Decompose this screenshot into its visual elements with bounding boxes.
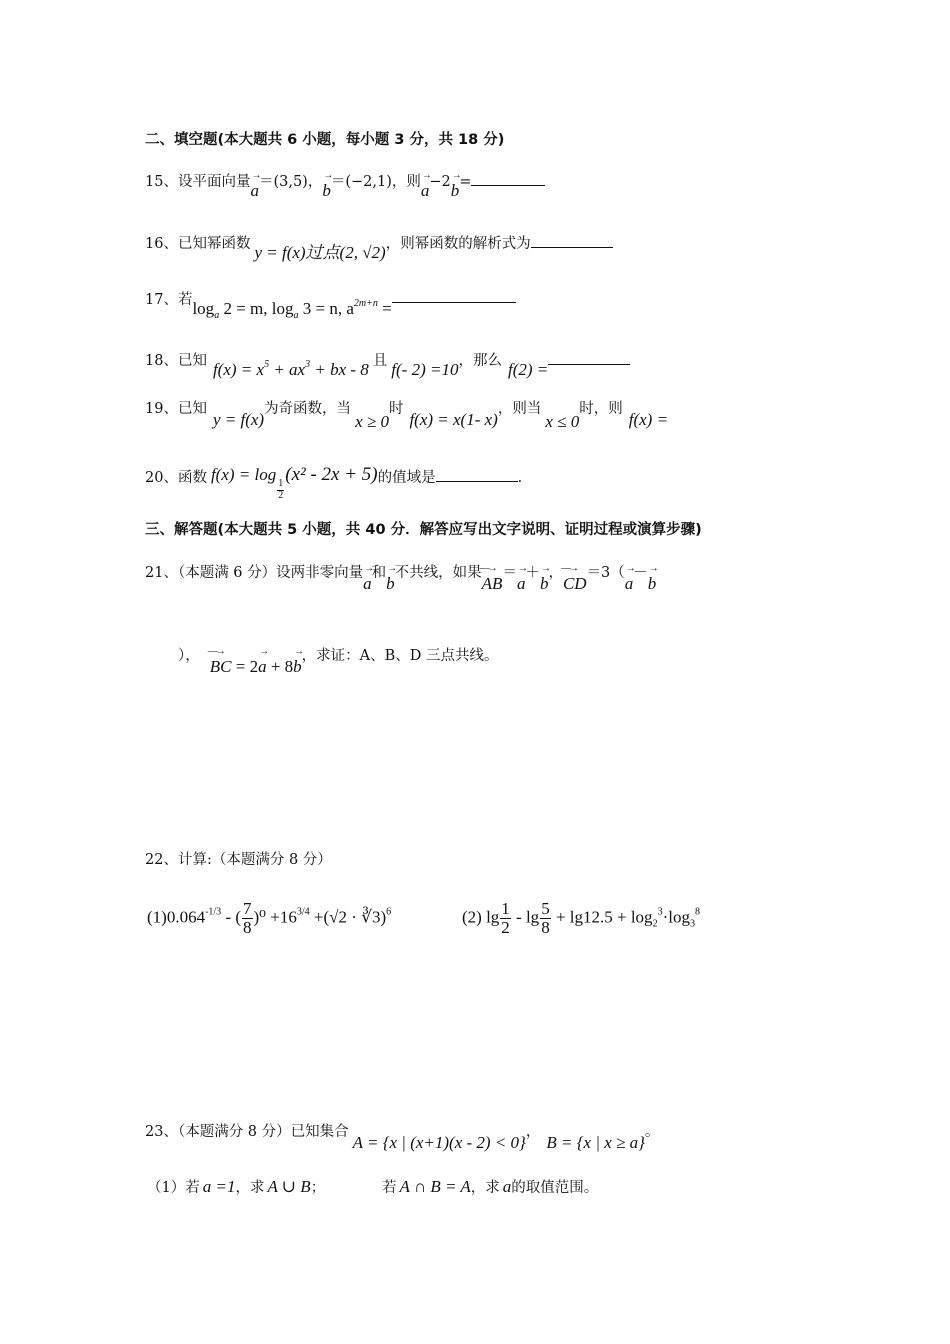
math-part: 2 = m, log — [219, 299, 294, 318]
math-expression: y = f(x)过点(2, √2) — [254, 243, 386, 262]
question-text: 不共线，如果 — [394, 565, 482, 581]
math-part: f(x) = x — [212, 360, 265, 379]
equals-sign: ＝ — [502, 565, 517, 581]
question-20 — [145, 464, 523, 501]
question-number: 19、 — [145, 401, 178, 417]
exponent: 3/4 — [296, 906, 310, 918]
math-expression: A ∩ B = A — [399, 1177, 471, 1196]
answer-blank[interactable] — [548, 350, 630, 365]
semicolon: ； — [310, 1180, 326, 1196]
fraction — [500, 900, 511, 937]
question-23-sub-2 — [382, 1176, 598, 1197]
log-base: a — [214, 310, 220, 321]
math-part: (x² - 2x + 5) — [285, 464, 378, 485]
math-part: 3 = n, a — [298, 299, 354, 318]
question-21 — [145, 561, 657, 593]
log-base: 2 — [652, 918, 658, 930]
question-number: 16、 — [145, 236, 178, 252]
fraction-denominator: 2 — [501, 917, 510, 937]
log-base: a — [293, 310, 299, 321]
question-text: 若 — [177, 292, 193, 308]
question-23-sub-1 — [147, 1176, 325, 1197]
question-text: 的取值范围。 — [511, 1180, 599, 1196]
fraction-denominator: 8 — [541, 917, 550, 937]
vector-a: → a — [258, 657, 267, 677]
math-part: ＝3（ — [586, 565, 625, 581]
answer-blank[interactable] — [436, 467, 518, 482]
section-3-heading: 三、解答题(本大题共 5 小题，共 40 分．解答应写出文字说明、证明过程或演算步骤) — [145, 522, 702, 538]
equals-sign: = — [459, 174, 472, 190]
question-text: 时，则 — [579, 401, 623, 417]
math-part: - ( — [221, 907, 242, 927]
math-part: + ax — [269, 360, 306, 379]
question-text: 已知 — [177, 353, 207, 369]
math-part: )⁰ +16 — [253, 907, 297, 927]
vector-ab: —→ AB — [482, 574, 503, 594]
question-text: 计算:（本题满分 8 分） — [177, 852, 332, 868]
vector-a: → a — [625, 574, 634, 594]
math-expression: x ≤ 0 — [545, 412, 580, 431]
question-number: 17、 — [145, 292, 178, 308]
comma: ， — [525, 1124, 541, 1140]
vector-a-value: ＝(3,5)， — [258, 174, 323, 190]
set-b: B = {x | x ≥ a} — [546, 1133, 645, 1152]
question-text: （本题满 6 分）设两非零向量 — [177, 565, 364, 581]
fraction — [540, 900, 551, 937]
math-expression: A ∪ B — [267, 1177, 311, 1196]
question-23 — [145, 1120, 660, 1152]
question-number: 23、 — [145, 1124, 178, 1140]
set-a: A = {x | (x+1)(x - 2) < 0} — [352, 1133, 526, 1152]
vector-b: → b — [293, 657, 302, 677]
fraction-denominator: 8 — [243, 917, 252, 937]
answer-blank[interactable] — [531, 233, 613, 248]
vector-b: → b — [648, 574, 657, 594]
math-expression: f(- 2) =10 — [391, 360, 459, 379]
exponent: 2m+n — [353, 298, 378, 309]
question-number: 20、 — [145, 470, 178, 486]
question-text: ，则当 — [497, 401, 542, 417]
question-text: ，那么 — [458, 353, 502, 369]
question-18 — [145, 349, 630, 379]
math-part: +(√2 · ∛3) — [309, 907, 387, 927]
math-expression — [213, 360, 369, 379]
math-variable: a — [502, 1177, 512, 1196]
math-part: = 2 — [231, 657, 259, 676]
log-base-fraction — [277, 479, 284, 501]
vector-b: → b — [540, 574, 549, 594]
math-part: (2) lg — [462, 907, 500, 927]
question-number: 15、 — [145, 174, 178, 190]
math-part: - lg — [511, 907, 540, 927]
question-number: 18、 — [145, 353, 178, 369]
question-number: 21、 — [145, 565, 178, 581]
exponent: 5 — [264, 359, 270, 370]
answer-blank[interactable] — [392, 288, 516, 303]
math-expression: a =1 — [202, 1177, 236, 1196]
exponent: 8 — [694, 906, 700, 918]
period: 。 — [644, 1124, 660, 1140]
equals-sign: = — [377, 299, 392, 318]
question-21-line-2 — [178, 644, 499, 676]
vector-a: → a — [363, 574, 372, 594]
question-text: 已知幂函数 — [177, 236, 251, 252]
comma: ， — [548, 565, 563, 581]
math-expression — [210, 464, 378, 501]
question-text: 和 — [371, 565, 387, 581]
exponent: 6 — [386, 906, 392, 918]
math-part: + lg12.5 + log — [551, 907, 653, 927]
fraction-denominator: 2 — [278, 489, 284, 501]
question-text: 且 — [372, 353, 388, 369]
question-number: 22、 — [145, 852, 178, 868]
period: . — [517, 470, 523, 486]
vector-a: → a — [250, 181, 259, 201]
math-expression: f(x) = x(1- x) — [409, 410, 498, 429]
fraction — [242, 900, 253, 937]
math-part: f(x) = log — [210, 465, 277, 484]
question-15 — [145, 170, 545, 200]
math-expression — [192, 298, 392, 321]
question-text: 的值域是 — [377, 470, 436, 486]
math-part: + bx - 8 — [310, 360, 369, 379]
question-text: ，求证：A、B、D 三点共线。 — [301, 648, 499, 664]
vector-cd: —→ CD — [563, 574, 587, 594]
fraction-numerator: 1 — [278, 478, 284, 490]
math-part: (1)0.064 — [147, 907, 206, 927]
paren-close: ）， — [178, 648, 200, 664]
answer-blank[interactable] — [471, 171, 545, 186]
question-19 — [145, 397, 669, 431]
question-text: ，则幂函数的解析式为 — [385, 236, 531, 252]
question-text: 已知 — [177, 401, 207, 417]
vector-a: → a — [421, 181, 430, 201]
question-22-part-2 — [462, 900, 700, 937]
exponent: -1/3 — [205, 906, 222, 918]
question-text: （本题满分 8 分）已知集合 — [177, 1124, 349, 1140]
vector-a: → a — [517, 574, 526, 594]
fraction-numerator: 5 — [541, 899, 550, 918]
question-text: 若 — [382, 1180, 397, 1196]
question-text: 函数 — [177, 470, 207, 486]
vector-b: → b — [386, 574, 395, 594]
fraction-numerator: 7 — [243, 899, 252, 918]
exponent: 3 — [305, 359, 311, 370]
exponent: 3 — [657, 906, 663, 918]
math-part: ·log — [662, 907, 690, 927]
question-text: 为奇函数，当 — [264, 401, 352, 417]
question-22 — [145, 848, 332, 869]
plus-sign: ＋ — [525, 565, 540, 581]
question-text: ，求 — [235, 1180, 265, 1196]
fraction-numerator: 1 — [501, 899, 510, 918]
minus-two: −2 — [429, 174, 451, 190]
question-text: 时 — [388, 401, 404, 417]
vector-bc: —→ BC — [210, 657, 232, 677]
math-expression: y = f(x) — [212, 410, 265, 429]
log-text: log — [192, 299, 215, 318]
vector-b: → b — [451, 181, 460, 201]
question-text: 设平面向量 — [177, 174, 251, 190]
math-part: + 8 — [266, 657, 294, 676]
vector-b: → b — [322, 181, 331, 201]
math-expression: f(x) = — [628, 410, 669, 429]
question-22-part-1 — [147, 900, 391, 937]
math-expression: f(2) = — [507, 360, 549, 379]
log-base: 3 — [689, 918, 695, 930]
section-2-heading: 二、填空题(本大题共 6 小题，每小题 3 分，共 18 分) — [145, 132, 505, 148]
question-16 — [145, 228, 613, 262]
math-expression: x ≥ 0 — [355, 412, 389, 431]
minus-sign: － — [633, 565, 648, 581]
question-text: （1）若 — [147, 1180, 200, 1196]
question-17 — [145, 288, 516, 321]
question-text: ，求 — [470, 1180, 500, 1196]
vector-b-value: ＝(−2,1)，则 — [330, 174, 421, 190]
